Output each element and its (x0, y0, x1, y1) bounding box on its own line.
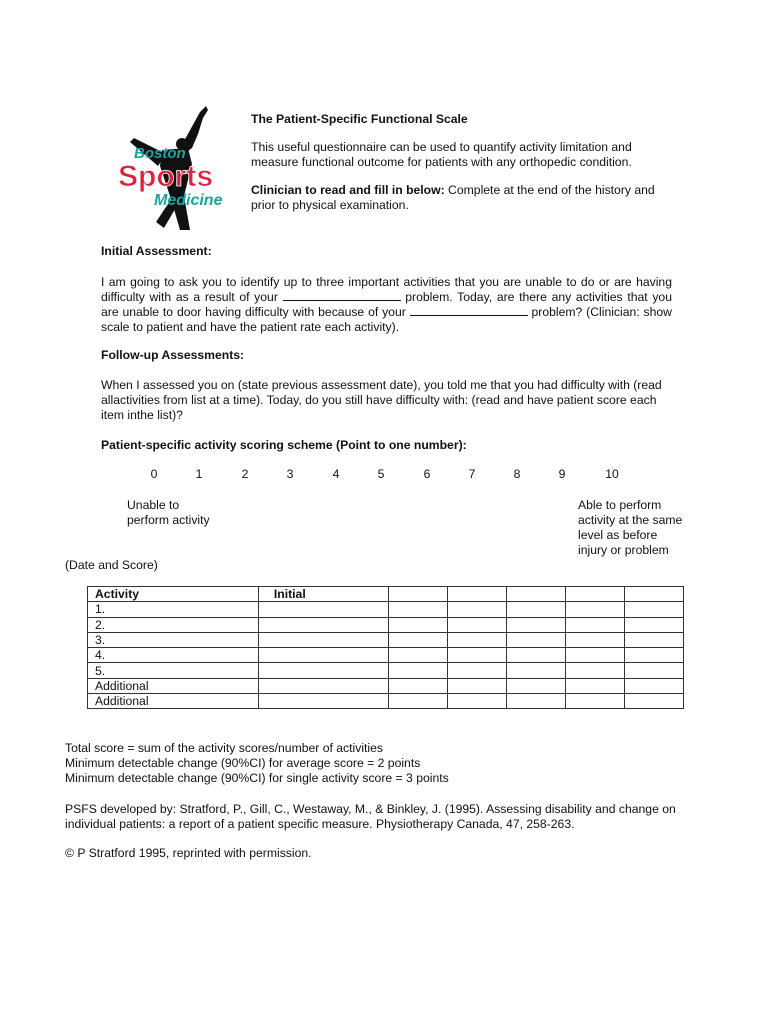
score-cell[interactable] (506, 632, 565, 647)
scale-number[interactable]: 2 (241, 467, 249, 481)
score-cell[interactable] (388, 602, 447, 617)
problem-blank-1[interactable] (283, 290, 401, 301)
score-cell[interactable] (565, 617, 624, 632)
scale-number[interactable]: 6 (423, 467, 431, 481)
totals-block (65, 741, 715, 786)
score-cell[interactable] (388, 632, 447, 647)
score-cell[interactable] (506, 602, 565, 617)
table-row (88, 663, 684, 678)
score-cell[interactable] (388, 663, 447, 678)
problem-blank-2[interactable] (410, 305, 528, 316)
score-cell[interactable] (506, 648, 565, 663)
scale-left-anchor: Unable to perform activity (127, 498, 210, 527)
initial-assessment-heading: Initial Assessment: (101, 244, 212, 258)
score-cell[interactable] (565, 694, 624, 709)
table-row (88, 648, 684, 663)
intro-text: This useful questionnaire can be used to quantify activity limitation and measure functional outcome for patients with any orthopedic condition. (251, 140, 632, 169)
score-cell[interactable] (624, 648, 683, 663)
table-row (88, 632, 684, 647)
initial-cell[interactable] (258, 678, 388, 693)
score-cell[interactable] (447, 648, 506, 663)
score-cell[interactable] (506, 663, 565, 678)
page-title: The Patient-Specific Functional Scale (251, 112, 468, 126)
scale-right-anchor: Able to perform activity at the same level as before injury or problem (578, 498, 683, 557)
score-cell[interactable] (506, 694, 565, 709)
score-cell[interactable] (565, 678, 624, 693)
logo-text-boston: Boston (134, 145, 186, 162)
mdc-single-text: Minimum detectable change (90%CI) for single activity score = 3 points (65, 771, 449, 785)
score-cell[interactable] (447, 678, 506, 693)
logo-text-sports: Sports (118, 160, 214, 193)
activity-cell[interactable]: 1. (88, 602, 259, 617)
activity-table (87, 586, 684, 709)
clinician-text: Complete at the end of the history and prior to physical examination. (251, 183, 655, 212)
boston-sports-medicine-logo (112, 104, 244, 234)
scale-number[interactable]: 4 (332, 467, 340, 481)
col-header-activity: Activity (88, 587, 259, 602)
score-cell[interactable] (624, 617, 683, 632)
table-header-row (88, 587, 684, 602)
score-cell[interactable] (624, 663, 683, 678)
date-and-score-label: (Date and Score) (65, 558, 158, 572)
score-cell[interactable] (447, 694, 506, 709)
score-cell[interactable] (506, 678, 565, 693)
scoring-heading: Patient-specific activity scoring scheme (Point to one number): (101, 438, 467, 452)
copyright-text: © P Stratford 1995, reprinted with permission. (65, 846, 312, 860)
activity-cell[interactable]: 5. (88, 663, 259, 678)
scale-number[interactable]: 3 (286, 467, 294, 481)
table-row (88, 617, 684, 632)
clinician-label: Clinician to read and fill in below: (251, 183, 445, 197)
initial-cell[interactable] (258, 617, 388, 632)
followup-heading: Follow-up Assessments: (101, 348, 245, 362)
activity-cell[interactable]: 3. (88, 632, 259, 647)
activity-cell[interactable]: 4. (88, 648, 259, 663)
scoring-scale (140, 467, 630, 483)
score-cell[interactable] (565, 632, 624, 647)
scale-number[interactable]: 9 (558, 467, 566, 481)
scale-number[interactable]: 10 (605, 467, 619, 481)
initial-assessment-text: I am going to ask you to identify up to three important activities that you are unable to do or are having difficulty with as a result of your problem. Today, are there any activities that you are unable to door having difficulty with because of your problem? (Clinician: show scale to patient and have the patient rate each activity). (101, 275, 672, 334)
score-cell[interactable] (447, 617, 506, 632)
score-cell[interactable] (565, 663, 624, 678)
table-row (88, 694, 684, 709)
table-row (88, 678, 684, 693)
score-cell[interactable] (565, 587, 624, 602)
initial-cell[interactable] (258, 632, 388, 647)
score-cell[interactable] (447, 602, 506, 617)
score-cell[interactable] (447, 632, 506, 647)
activity-cell[interactable]: Additional (88, 694, 259, 709)
score-cell[interactable] (624, 694, 683, 709)
followup-text: When I assessed you on (state previous assessment date), you told me that you had difficulty with (read allactivities from list at a time). Today, do you still have difficulty with: (read and have patient score each item inthe list)? (101, 378, 662, 422)
score-cell[interactable] (506, 617, 565, 632)
score-cell[interactable] (388, 678, 447, 693)
score-cell[interactable] (388, 617, 447, 632)
scale-number[interactable]: 0 (150, 467, 158, 481)
header-block (251, 112, 681, 213)
score-cell[interactable] (624, 632, 683, 647)
activity-cell[interactable]: Additional (88, 678, 259, 693)
col-header-initial: Initial (258, 587, 388, 602)
score-cell[interactable] (565, 648, 624, 663)
table-row (88, 602, 684, 617)
scale-number[interactable]: 5 (377, 467, 385, 481)
clinician-instructions (251, 183, 681, 213)
score-cell[interactable] (624, 587, 683, 602)
total-score-text: Total score = sum of the activity scores/number of activities (65, 741, 384, 755)
score-cell[interactable] (624, 602, 683, 617)
initial-cell[interactable] (258, 648, 388, 663)
scale-number[interactable]: 1 (195, 467, 203, 481)
score-cell[interactable] (447, 663, 506, 678)
score-cell[interactable] (565, 602, 624, 617)
score-cell[interactable] (506, 587, 565, 602)
activity-cell[interactable]: 2. (88, 617, 259, 632)
score-cell[interactable] (388, 694, 447, 709)
initial-cell[interactable] (258, 602, 388, 617)
initial-cell[interactable] (258, 694, 388, 709)
score-cell[interactable] (388, 587, 447, 602)
reference-text: PSFS developed by: Stratford, P., Gill, C., Westaway, M., & Binkley, J. (1995). Assessing disability and change on individual patients: a report of a patient specific measure. Physiotherapy Canada, 47, 258-263. (65, 802, 676, 831)
mdc-average-text: Minimum detectable change (90%CI) for average score = 2 points (65, 756, 421, 770)
scale-number[interactable]: 7 (468, 467, 476, 481)
score-cell[interactable] (447, 587, 506, 602)
initial-cell[interactable] (258, 663, 388, 678)
scale-number[interactable]: 8 (513, 467, 521, 481)
score-cell[interactable] (388, 648, 447, 663)
logo-text-medicine: Medicine (154, 192, 223, 209)
score-cell[interactable] (624, 678, 683, 693)
